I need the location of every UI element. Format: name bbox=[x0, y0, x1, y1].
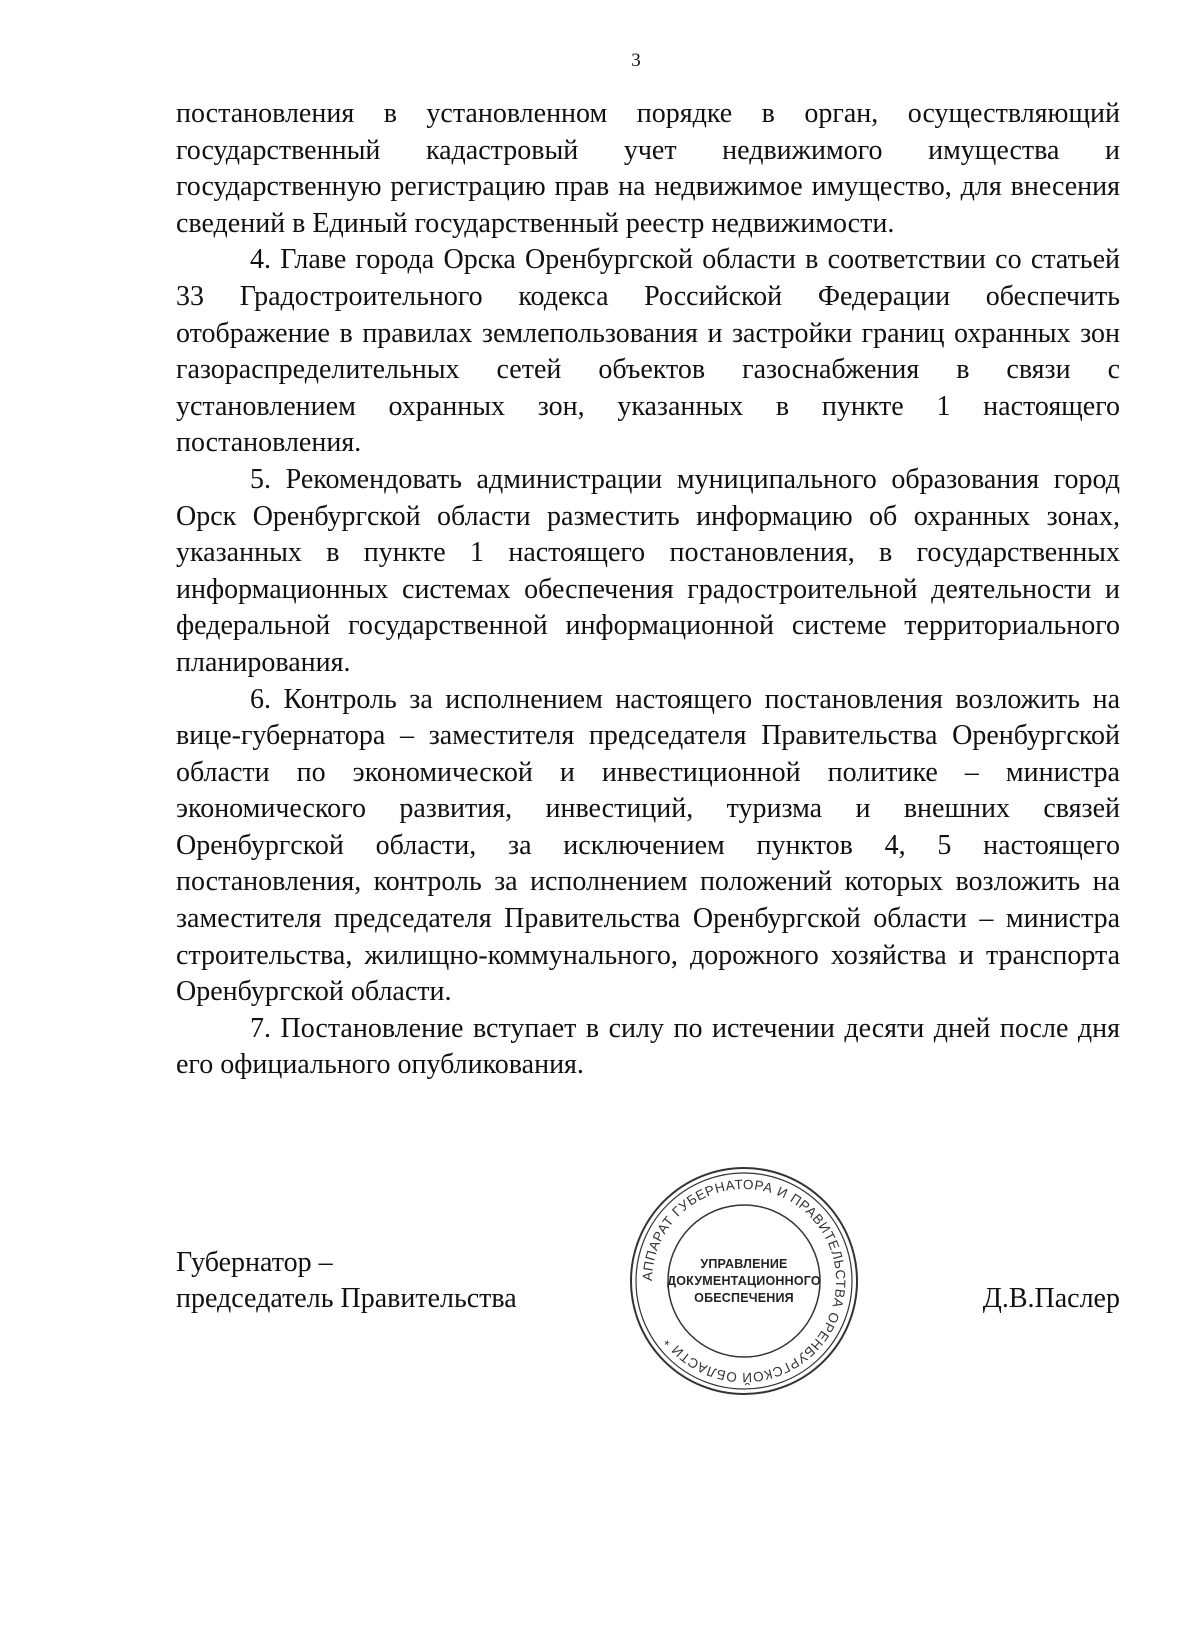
signatory-title bbox=[176, 1245, 517, 1317]
signature-block bbox=[176, 1245, 1120, 1445]
paragraph-item-6: 6. Контроль за исполнением настоящего постановления возложить на вице-губернатора – заместителя председателя Правительства Оренбургской области по экономической и инвестиционной политике – министра экономического развития, инвестиций, туризма и внешних связей Оренбургской области, за исключением пунктов 4, 5 настоящего постановления, контроль за исполнением положений которых возложить на заместителя председателя Правительства Оренбургской области – министра строительства, жилищно-коммунального, дорожного хозяйства и транспорта Оренбургской области. bbox=[176, 683, 1120, 1008]
seal-center-line-1: УПРАВЛЕНИЕ bbox=[700, 1256, 788, 1271]
seal-center-line-3: ОБЕСПЕЧЕНИЯ bbox=[694, 1290, 794, 1305]
paragraph-item-5: 5. Рекомендовать администрации муниципального образования город Орск Оренбургской области разместить информацию об охранных зонах, указанных в пункте 1 настоящего постановления, в государственных информационных системах обеспечения градостроительной деятельности и федеральной государственной информационной системе территориального планирования. bbox=[176, 463, 1120, 678]
paragraph-item-7: 7. Постановление вступает в силу по истечении десяти дней после дня его официального опубликования. bbox=[176, 1012, 1120, 1081]
signatory-title-line-2: председатель Правительства bbox=[176, 1283, 517, 1314]
paragraph-item-4: 4. Главе города Орска Оренбургской области в соответствии со статьей 33 Градостроительного кодекса Российской Федерации обеспечить отображение в правилах землепользования и застройки границ охранных зон газораспределительных сетей объектов газоснабжения в связи с установлением охранных зон, указанных в пункте 1 настоящего постановления. bbox=[176, 244, 1120, 459]
page-number: 3 bbox=[631, 50, 641, 71]
document-body bbox=[176, 96, 1120, 1084]
paragraph-continuation: постановления в установленном порядке в орган, осуществляющий государственный кадастровый учет недвижимого имущества и государственную регистрацию прав на недвижимое имущество, для внесения сведений в Единый государственный реестр недвижимости. bbox=[176, 98, 1120, 239]
seal-ring-text: АППАРАТ ГУБЕРНАТОРА И ПРАВИТЕЛЬСТВА ОРЕНБУРГСКОЙ ОБЛАСТИ * bbox=[639, 1176, 849, 1386]
seal-center-line-2: ДОКУМЕНТАЦИОННОГО bbox=[667, 1273, 821, 1288]
signatory-title-line-1: Губернатор – bbox=[176, 1247, 333, 1278]
signatory-name: Д.В.Паслер bbox=[982, 1283, 1120, 1314]
